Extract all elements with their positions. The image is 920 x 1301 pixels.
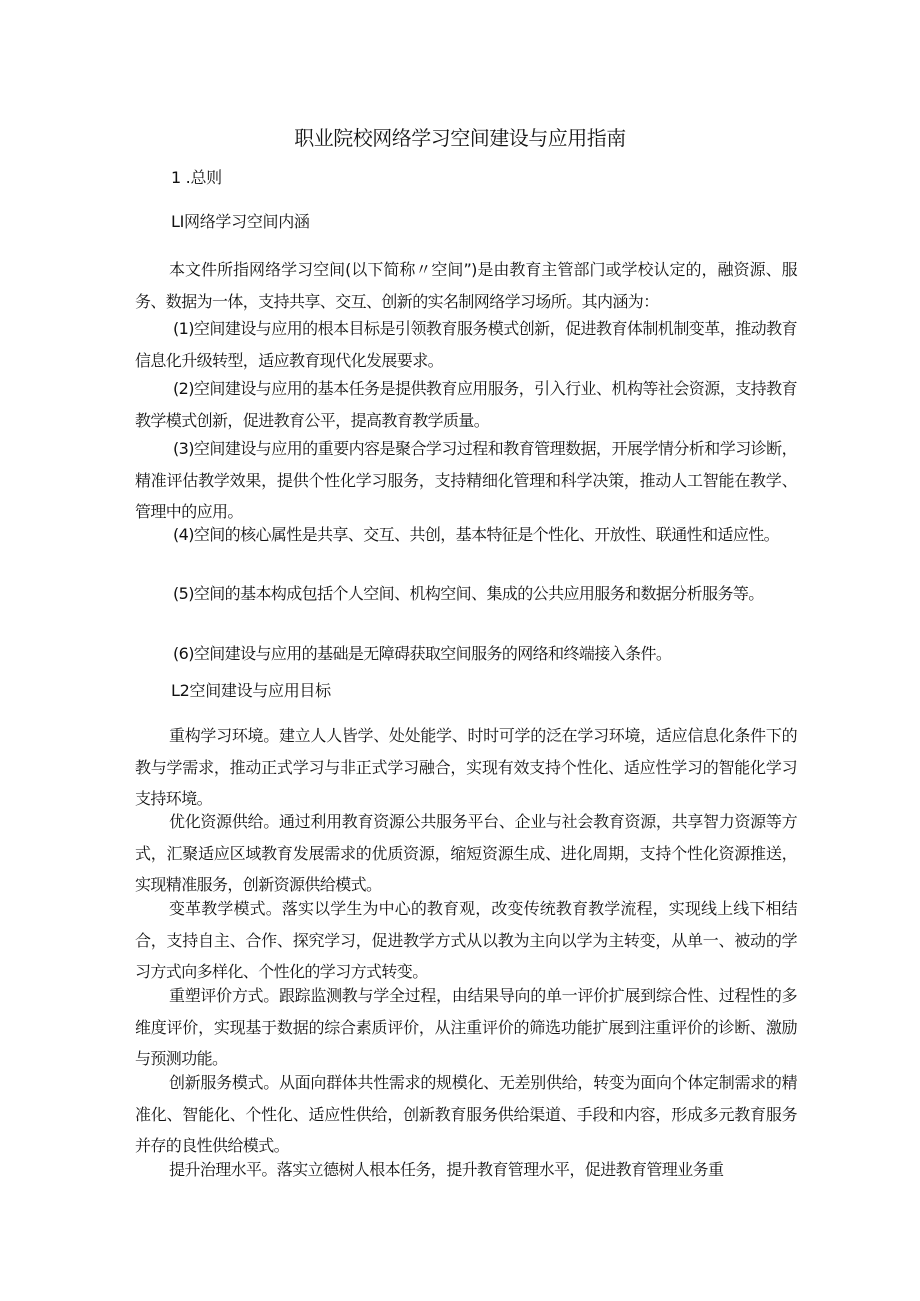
- list-item: (3)空间建设与应用的重要内容是聚合学习过程和教育管理数据，开展学情分析和学习诊断，精准评估教学效果，提供个性化学习服务，支持精细化管理和科学决策，推动人工智能在教学、管理中的应用。: [135, 439, 797, 521]
- section-heading-space-connotation: LI网络学习空间内涵: [171, 212, 310, 231]
- list-item: (5)空间的基本构成包括个人空间、机构空间、集成的公共应用服务和数据分析服务等。: [173, 584, 764, 603]
- goal-paragraph: 变革教学模式。落实以学生为中心的教育观，改变传统教育教学流程，实现线上线下相结合，支持自主、合作、探究学习，促进教学方式从以教为主向以学为主转变，从单一、被动的学习方式向多样化、个性化的学习方式转变。: [135, 899, 797, 981]
- section-heading-goals: L2空间建设与应用目标: [171, 681, 331, 700]
- section-heading-general: 1 .总则: [171, 168, 222, 187]
- list-item: (4)空间的核心属性是共享、交互、共创，基本特征是个性化、开放性、联通性和适应性。: [173, 525, 780, 544]
- list-item: (2)空间建设与应用的基本任务是提供教育应用服务，引入行业、机构等社会资源，支持教育教学模式创新，促进教育公平，提高教育教学质量。: [135, 379, 797, 430]
- goal-paragraph: 提升治理水平。落实立德树人根本任务，提升教育管理水平，促进教育管理业务重: [169, 1160, 724, 1179]
- document-title: 职业院校网络学习空间建设与应用指南: [294, 126, 626, 150]
- goal-paragraph: 创新服务模式。从面向群体共性需求的规模化、无差别供给，转变为面向个体定制需求的精准化、智能化、个性化、适应性供给，创新教育服务供给渠道、手段和内容，形成多元教育服务并存的良性供给模式。: [135, 1073, 797, 1155]
- goal-paragraph: 重塑评价方式。跟踪监测教与学全过程，由结果导向的单一评价扩展到综合性、过程性的多维度评价，实现基于数据的综合素质评价，从注重评价的筛选功能扩展到注重评价的诊断、激励与预测功能。: [135, 986, 797, 1068]
- list-item: (1)空间建设与应用的根本目标是引领教育服务模式创新，促进教育体制机制变革，推动教育信息化升级转型，适应教育现代化发展要求。: [135, 319, 797, 370]
- list-item: (6)空间建设与应用的基础是无障碍获取空间服务的网络和终端接入条件。: [173, 644, 672, 663]
- goal-paragraph: 重构学习环境。建立人人皆学、处处能学、时时可学的泛在学习环境，适应信息化条件下的教与学需求，推动正式学习与非正式学习融合，实现有效支持个性化、适应性学习的智能化学习支持环境。: [135, 726, 797, 808]
- goal-paragraph: 优化资源供给。通过利用教育资源公共服务平台、企业与社会教育资源，共享智力资源等方式，汇聚适应区域教育发展需求的优质资源，缩短资源生成、进化周期，支持个性化资源推送，实现精准服务，创新资源供给模式。: [135, 812, 797, 894]
- intro-paragraph: 本文件所指网络学习空间(以下简称〃空间”)是由教育主管部门或学校认定的，融资源、服务、数据为一体，支持共享、交互、创新的实名制网络学习场所。其内涵为：: [135, 260, 797, 311]
